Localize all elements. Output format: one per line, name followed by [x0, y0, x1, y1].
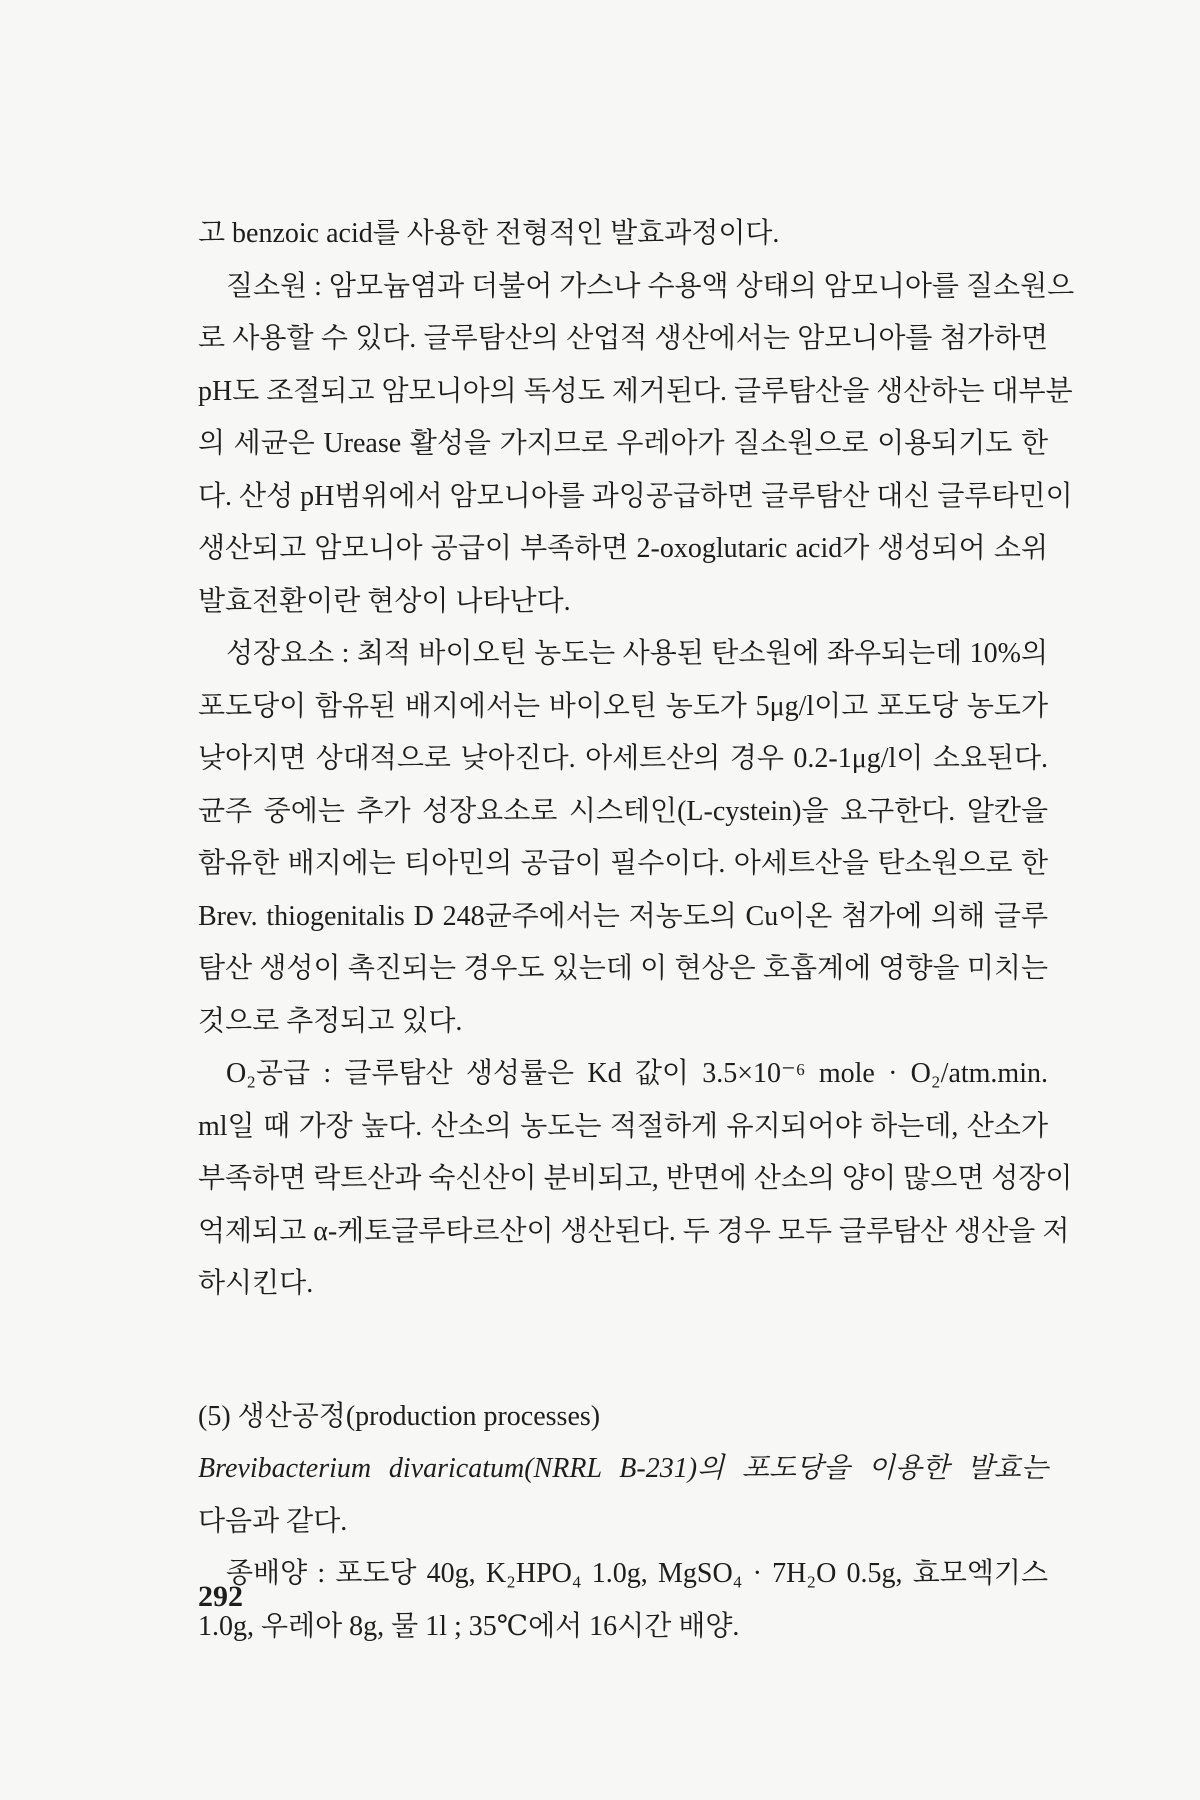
text-line: 의 세균은 Urease 활성을 가지므로 우레아가 질소원으로 이용되기도 한 [198, 428, 1048, 459]
text-line: ml일 때 가장 높다. 산소의 농도는 적절하게 유지되어야 하는데, 산소가 [198, 1110, 1048, 1142]
text-line: 부족하면 락트산과 숙신산이 분비되고, 반면에 산소의 양이 많으면 성장이 [198, 1163, 1073, 1194]
text-line: 발효전환이란 현상이 나타난다. [198, 585, 571, 617]
text-line: 것으로 추정되고 있다. [198, 1005, 463, 1037]
text-line: 하시킨다. [198, 1268, 314, 1299]
text-line: 고 benzoic acid를 사용한 전형적인 발효과정이다. [198, 218, 780, 249]
page-number: 292 [198, 1580, 243, 1613]
text-line: 포도당이 함유된 배지에서는 바이오틴 농도가 5μg/l이고 포도당 농도가 [198, 690, 1048, 722]
text-line: 다. 산성 pH범위에서 암모니아를 과잉공급하면 글루탐산 대신 글루타민이 [198, 480, 1073, 512]
text-line: Brevibacterium divaricatum(NRRL B-231)의 포도당을 이용한 발효는 [198, 1453, 1048, 1484]
paragraph-nitrogen-source [198, 261, 1075, 629]
text-line: 질소원 : 암모늄염과 더불어 가스나 수용액 상태의 암모니아를 질소원으 [226, 270, 1075, 302]
body-text [198, 208, 1075, 1653]
text-line: 종배양 : 포도당 40g, K₂HPO₄ 1.0g, MgSO₄ · 7H₂O 0.5g, 효모엑기스 [226, 1558, 1048, 1589]
text-line: O₂공급 : 글루탐산 생성률은 Kd 값이 3.5×10⁻⁶ mole · O₂/atm.min. [226, 1058, 1048, 1089]
paragraph-intro [198, 208, 1048, 261]
section-heading: (5) 생산공정(production processes) [198, 1400, 601, 1432]
text-line: Brev. thiogenitalis D 248균주에서는 저농도의 Cu이온 첨가에 의해 글루 [198, 900, 1048, 932]
text-line: 로 사용할 수 있다. 글루탐산의 산업적 생산에서는 암모니아를 첨가하면 [198, 323, 1048, 354]
text-line: 1.0g, 우레아 8g, 물 1l ; 35℃에서 16시간 배양. [198, 1610, 740, 1642]
text-line: 함유한 배지에는 티아민의 공급이 필수이다. 아세트산을 탄소원으로 한 [198, 848, 1048, 879]
text-line: 억제되고 α-케토글루타르산이 생산된다. 두 경우 모두 글루탐산 생산을 저 [198, 1215, 1070, 1247]
paragraph-oxygen-supply [198, 1048, 1073, 1311]
text-line: 생산되고 암모니아 공급이 부족하면 2-oxoglutaric acid가 생성되어 소위 [198, 533, 1048, 564]
text-line: 낮아지면 상대적으로 낮아진다. 아세트산의 경우 0.2-1μg/l이 소요된다. [198, 743, 1048, 774]
section-production-processes [198, 1391, 1048, 1654]
paragraph-growth-factors [198, 628, 1048, 1048]
text-line: 다음과 같다. [198, 1505, 348, 1537]
text-line: 탐산 생성이 촉진되는 경우도 있는데 이 현상은 호흡계에 영향을 미치는 [198, 953, 1048, 984]
text-line: pH도 조절되고 암모니아의 독성도 제거된다. 글루탐산을 생산하는 대부분 [198, 375, 1073, 407]
text-line: 성장요소 : 최적 바이오틴 농도는 사용된 탄소원에 좌우되는데 10%의 [226, 638, 1048, 669]
section-spacer [198, 1311, 1048, 1391]
text-line: 균주 중에는 추가 성장요소로 시스테인(L-cystein)을 요구한다. 알칸을 [198, 795, 1048, 827]
